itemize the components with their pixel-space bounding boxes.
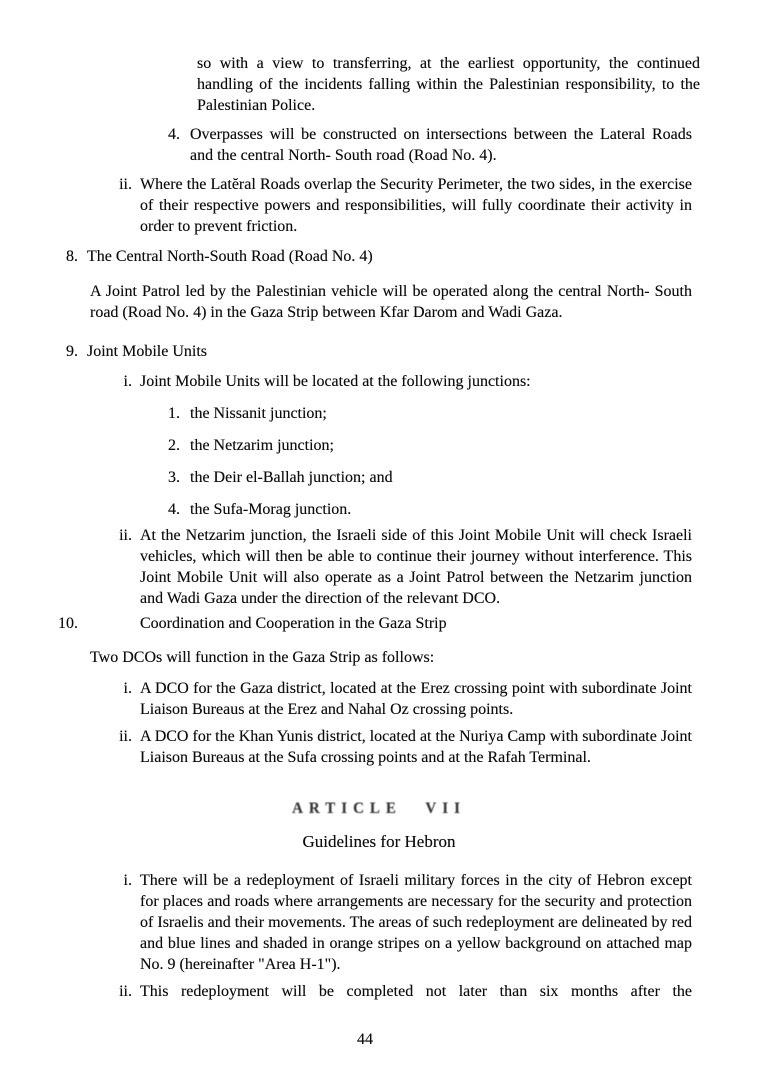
list-item-overpasses (0, 124, 758, 166)
list-item-netzarim-check (0, 525, 758, 609)
section-number: 10. (58, 615, 78, 632)
section-subheading: Guidelines for Hebron (302, 832, 456, 851)
paragraph-text: the Deir el-Ballah junction; and (190, 469, 393, 486)
list-item-dco-gaza (0, 678, 758, 720)
section-title: The Central North-South Road (Road No. 4) (87, 248, 373, 265)
paragraph-text: At the Netzarim junction, the Israeli side of this Joint Mobile Unit will check Israeli vehicles, which will then be able to continue their journey without interference. This Joint Mobile Unit will also operate as a Joint Patrol between the Netzarim junction and Wadi Gaza under the direction of the relevant DCO. (140, 527, 692, 607)
list-item-netzarim (0, 435, 758, 456)
list-item-label: i. (123, 373, 132, 390)
list-item-label: ii. (119, 176, 132, 193)
paragraph-two-dcos (0, 647, 758, 668)
paragraph-text: so with a view to transferring, at the earliest opportunity, the continued handling of the incidents falling within the Palestinian responsibility, to the Palestinian Police. (197, 55, 700, 114)
paragraph-text: Two DCOs will function in the Gaza Strip as follows: (90, 649, 435, 666)
list-item-sufa-morag (0, 499, 758, 520)
list-item-lateral-roads (0, 174, 758, 237)
section-heading-joint-mobile-units (0, 341, 758, 362)
paragraph-joint-patrol (0, 281, 758, 323)
section-title: Coordination and Cooperation in the Gaza Strip (140, 615, 447, 632)
list-item-label: 4. (168, 126, 180, 143)
list-item-deir-el-ballah (0, 467, 758, 488)
list-item-label: 4. (168, 501, 180, 518)
paragraph-text: Where the Latĕral Roads overlap the Security Perimeter, the two sides, in the exercise of their respective powers and responsibilities, will fully coordinate their activity in order to prevent friction. (140, 176, 692, 235)
page-number: 44 (357, 1031, 373, 1048)
section-title: Joint Mobile Units (87, 343, 208, 360)
paragraph-text: Joint Mobile Units will be located at the following junctions: (140, 373, 531, 390)
list-item-nissanit (0, 403, 758, 424)
list-item-label: i. (123, 680, 132, 697)
paragraph-text: A DCO for the Gaza district, located at the Erez crossing point with subordinate Joint Liaison Bureaus at the Erez and Nahal Oz crossing points. (140, 680, 692, 718)
section-number: 8. (66, 248, 78, 265)
paragraph-text: the Netzarim junction; (190, 437, 334, 454)
list-item-label: 1. (168, 405, 180, 422)
paragraph-text: This redeployment will be completed not later than six months after the (140, 983, 692, 1000)
list-item-redeployment-timing (0, 981, 758, 1002)
section-heading-coordination (0, 613, 758, 634)
list-item-label: ii. (119, 527, 132, 544)
section-heading-road-4 (0, 246, 758, 267)
paragraph-text: Overpasses will be constructed on intersections between the Lateral Roads and the central North- South road (Road No. 4). (190, 126, 692, 164)
list-item-label: i. (123, 872, 132, 889)
article-heading: ARTICLE VII (292, 800, 466, 818)
list-item-hebron-redeployment (0, 870, 758, 975)
paragraph-text: A Joint Patrol led by the Palestinian vehicle will be operated along the central North- South road (Road No. 4) in the Gaza Strip between Kfar Darom and Wadi Gaza. (90, 283, 692, 321)
list-item-junctions-intro (0, 371, 758, 392)
paragraph-text: the Sufa-Morag junction. (190, 501, 352, 518)
list-item-dco-khan-yunis (0, 726, 758, 768)
paragraph-continuation (0, 53, 758, 116)
paragraph-text: There will be a redeployment of Israeli military forces in the city of Hebron except for places and roads where arrangements are necessary for the security and protection of Israelis and their movements. The areas of such redeployment are delineated by red and blue lines and shaded in orange stripes on a yellow background on attached map No. 9 (hereinafter "Area H-1"). (140, 872, 692, 973)
list-item-label: ii. (119, 983, 132, 1000)
section-number: 9. (66, 343, 78, 360)
list-item-label: 3. (168, 469, 180, 486)
paragraph-text: A DCO for the Khan Yunis district, located at the Nuriya Camp with subordinate Joint Liaison Bureaus at the Sufa crossing points and at the Rafah Terminal. (140, 728, 692, 766)
list-item-label: ii. (119, 728, 132, 745)
list-item-label: 2. (168, 437, 180, 454)
paragraph-text: the Nissanit junction; (190, 405, 327, 422)
